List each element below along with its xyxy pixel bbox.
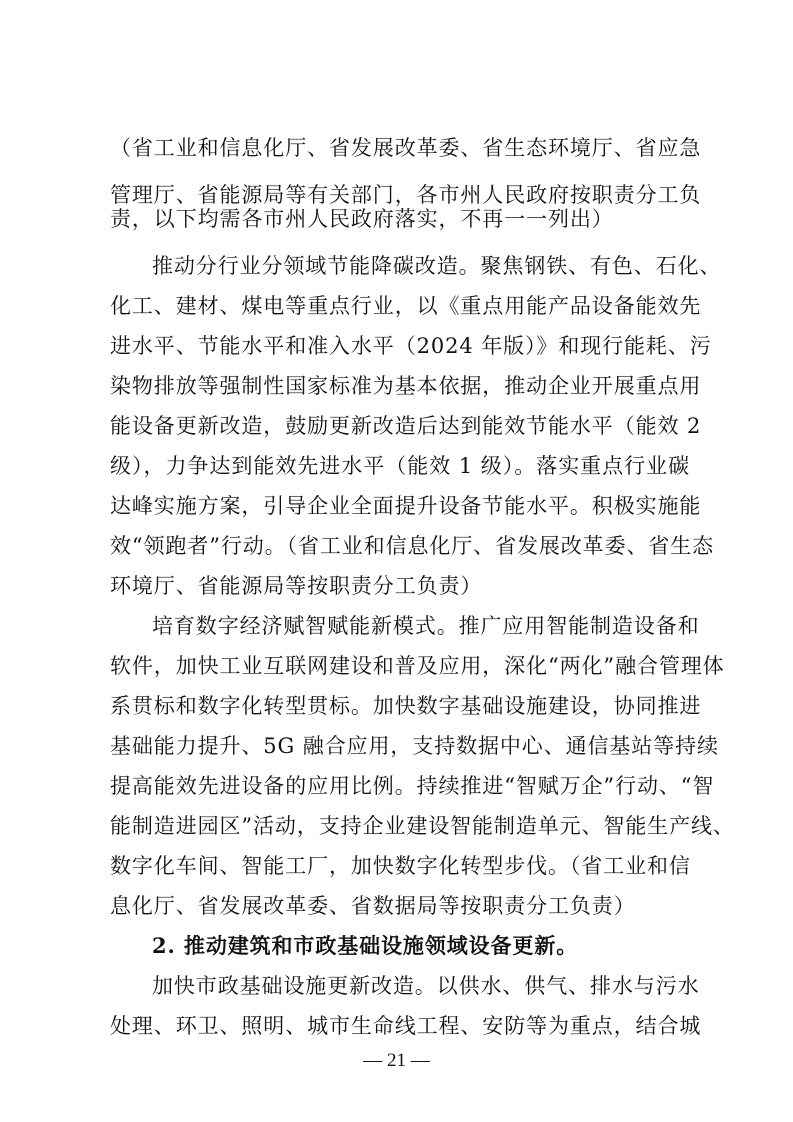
text-line: 责，以下均需各市州人民政府落实，不再一一列出） [110, 207, 614, 231]
text-line: 处理、环卫、照明、城市生命线工程、安防等为重点，结合城 [110, 1014, 702, 1038]
section-heading: 2. 推动建筑和市政基础设施领域设备更新。 [152, 933, 579, 958]
document-page [110, 0, 735, 1122]
text-line: 管理厅、省能源局等有关部门，各市州人民政府按职责分工负 [110, 183, 702, 207]
text-line: 达峰实施方案，引导企业全面提升设备节能水平。积极实施能 [110, 494, 702, 518]
text-line: 提高能效先进设备的应用比例。持续推进“智赋万企”行动、“智 [110, 774, 715, 798]
text-line: 环境厅、省能源局等按职责分工负责） [110, 574, 483, 598]
text-line: 软件，加快工业互联网建设和普及应用，深化“两化”融合管理体 [110, 654, 725, 678]
text-line: 数字化车间、智能工厂，加快数字化转型步伐。（省工业和信 [110, 854, 691, 878]
text-line: 级），力争达到能效先进水平（能效 1 级）。落实重点行业碳 [110, 454, 690, 478]
paragraph-first-line: 推动分行业分领域节能降碳改造。聚焦钢铁、有色、石化、 [152, 254, 722, 278]
page-number: — 21 — [363, 1050, 430, 1071]
text-line: 染物排放等强制性国家标准为基本依据，推动企业开展重点用 [110, 374, 702, 398]
text-line: 进水平、节能水平和准入水平（2024 年版）》和现行能耗、污 [110, 334, 712, 358]
text-line: 化工、建材、煤电等重点行业，以《重点用能产品设备能效先 [110, 294, 702, 318]
paragraph-first-line: 培育数字经济赋智赋能新模式。推广应用智能制造设备和 [152, 614, 700, 638]
text-line: 能设备更新改造，鼓励更新改造后达到能效节能水平（能效 2 [110, 414, 702, 438]
text-line: 能制造进园区”活动，支持企业建设智能制造单元、智能生产线、 [110, 814, 735, 838]
text-line: 息化厅、省发展改革委、省数据局等按职责分工负责） [110, 894, 636, 918]
text-line: 效“领跑者”行动。（省工业和信息化厅、省发展改革委、省生态 [110, 534, 715, 558]
paragraph-first-line: 加快市政基础设施更新改造。以供水、供气、排水与污水 [152, 974, 700, 998]
text-line: 系贯标和数字化转型贯标。加快数字基础设施建设，协同推进 [110, 694, 702, 718]
text-line: 基础能力提升、5G 融合应用，支持数据中心、通信基站等持续 [110, 734, 719, 758]
text-line: （省工业和信息化厅、省发展改革委、省生态环境厅、省应急 [110, 136, 702, 160]
